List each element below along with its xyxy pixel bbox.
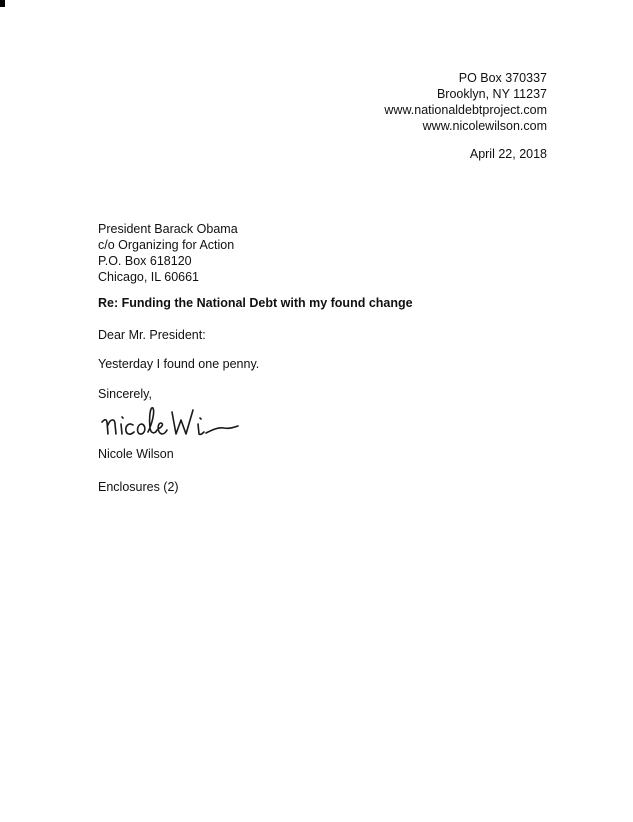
closing: Sincerely, bbox=[98, 387, 152, 401]
sender-po-box: PO Box 370337 bbox=[458, 71, 547, 85]
recipient-care-of: c/o Organizing for Action bbox=[98, 238, 235, 252]
recipient-city: Chicago, IL 60661 bbox=[98, 270, 200, 284]
sender-address-block bbox=[384, 70, 547, 134]
recipient-po-box: P.O. Box 618120 bbox=[98, 254, 192, 268]
letter-body: Yesterday I found one penny. bbox=[98, 357, 260, 371]
recipient-address-block bbox=[98, 221, 238, 285]
subject-line: Re: Funding the National Debt with my found change bbox=[98, 296, 413, 310]
scan-corner-mark bbox=[0, 0, 5, 7]
signer-name: Nicole Wilson bbox=[98, 447, 174, 461]
handwritten-signature-icon bbox=[100, 400, 250, 446]
letter-date: April 22, 2018 bbox=[469, 147, 547, 161]
sender-website-personal: www.nicolewilson.com bbox=[422, 119, 547, 133]
enclosures-note: Enclosures (2) bbox=[98, 480, 179, 494]
sender-city: Brooklyn, NY 11237 bbox=[436, 87, 547, 101]
salutation: Dear Mr. President: bbox=[98, 328, 206, 342]
recipient-name: President Barack Obama bbox=[98, 222, 238, 236]
sender-website-project: www.nationaldebtproject.com bbox=[384, 103, 547, 117]
